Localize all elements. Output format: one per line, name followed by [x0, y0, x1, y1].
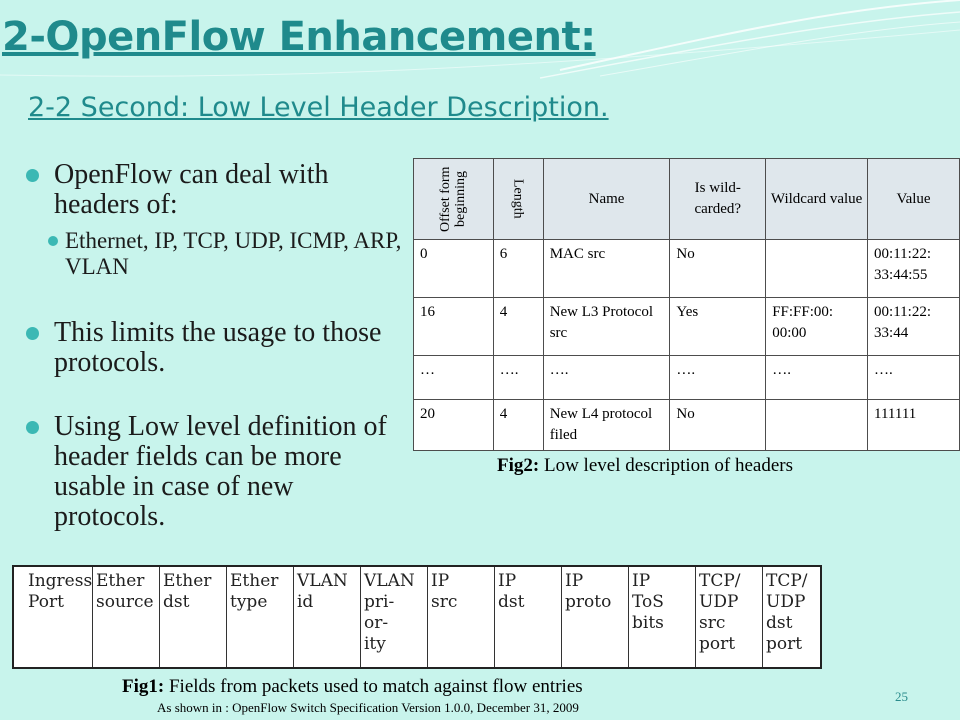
- slide-subtitle: 2-2 Second: Low Level Header Description.: [28, 92, 609, 123]
- slide-title: 2-OpenFlow Enhancement:: [2, 14, 596, 60]
- table-cell: 16: [414, 298, 494, 356]
- table-cell: 6: [493, 240, 543, 298]
- bullet-item: [26, 160, 406, 220]
- table-cell: …: [414, 356, 494, 400]
- table-row: [414, 400, 960, 451]
- column-header: Name: [543, 159, 670, 240]
- packet-fields-figure: [12, 565, 822, 669]
- column-header: Is wild-carded?: [670, 159, 766, 240]
- table-cell: Yes: [670, 298, 766, 356]
- table-cell: 4: [493, 400, 543, 451]
- field-cell: VLAN pri- or- ity: [360, 567, 428, 667]
- bullet-icon: [26, 421, 39, 434]
- table-cell: ….: [868, 356, 960, 400]
- field-cell: IP proto: [561, 567, 629, 667]
- header-description-table: [413, 158, 960, 451]
- table-cell: [766, 240, 868, 298]
- bullet-text: Using Low level definition of header fields can be more usable in case of new protocols.: [54, 411, 387, 532]
- table-cell: No: [670, 240, 766, 298]
- fig1-caption: [122, 676, 583, 698]
- fig1-text: Fields from packets used to match against flow entries: [164, 676, 583, 697]
- table-cell: 0: [414, 240, 494, 298]
- sub-bullet-text: Ethernet, IP, TCP, UDP, ICMP, ARP, VLAN: [65, 228, 402, 279]
- table-cell: MAC src: [543, 240, 670, 298]
- page-number: 25: [895, 689, 908, 704]
- table-header-row: [414, 159, 960, 240]
- field-cell: Ether dst: [159, 567, 227, 667]
- table-row: [414, 298, 960, 356]
- field-cell: IP dst: [494, 567, 562, 667]
- column-header: Offset form beginning: [414, 159, 494, 240]
- table-row: [414, 356, 960, 400]
- field-cell: Ether source: [92, 567, 160, 667]
- table-cell: ….: [543, 356, 670, 400]
- field-cell: Ether type: [226, 567, 294, 667]
- bullet-icon: [26, 327, 39, 340]
- sub-bullet-item: [26, 228, 406, 280]
- table-cell: [766, 400, 868, 451]
- table-cell: FF:FF:00: 00:00: [766, 298, 868, 356]
- table-cell: 20: [414, 400, 494, 451]
- table-cell: 00:11:22: 33:44: [868, 298, 960, 356]
- field-cell: IP ToS bits: [628, 567, 696, 667]
- table-row: [414, 240, 960, 298]
- column-header: Wildcard value: [766, 159, 868, 240]
- field-cell: TCP/ UDP src port: [695, 567, 763, 667]
- fig2-text: Low level description of headers: [539, 455, 793, 476]
- field-cell: IP src: [427, 567, 495, 667]
- bullet-item: [26, 412, 406, 532]
- source-note: As shown in : OpenFlow Switch Specification Version 1.0.0, December 31, 2009: [157, 700, 579, 715]
- bullet-item: [26, 318, 406, 378]
- field-cell: Ingress Port: [14, 567, 93, 667]
- field-cell: VLAN id: [293, 567, 361, 667]
- fig2-label: Fig2:: [497, 455, 540, 476]
- bullet-text: This limits the usage to those protocols.: [54, 317, 382, 378]
- bullet-text: OpenFlow can deal with headers of:: [54, 159, 329, 220]
- bullet-list: [26, 160, 406, 532]
- table-cell: New L4 protocol filed: [543, 400, 670, 451]
- table-cell: ….: [670, 356, 766, 400]
- bullet-icon: [48, 236, 58, 246]
- column-header: Value: [868, 159, 960, 240]
- bullet-icon: [26, 169, 39, 182]
- table-cell: 00:11:22: 33:44:55: [868, 240, 960, 298]
- table-cell: New L3 Protocol src: [543, 298, 670, 356]
- column-header: Length: [493, 159, 543, 240]
- table-cell: ….: [493, 356, 543, 400]
- table-cell: 4: [493, 298, 543, 356]
- table-cell: No: [670, 400, 766, 451]
- fig2-caption: [497, 455, 793, 477]
- table-cell: ….: [766, 356, 868, 400]
- table-cell: 111111: [868, 400, 960, 451]
- fig1-label: Fig1:: [122, 676, 165, 697]
- field-cell: TCP/ UDP dst port: [766, 571, 808, 654]
